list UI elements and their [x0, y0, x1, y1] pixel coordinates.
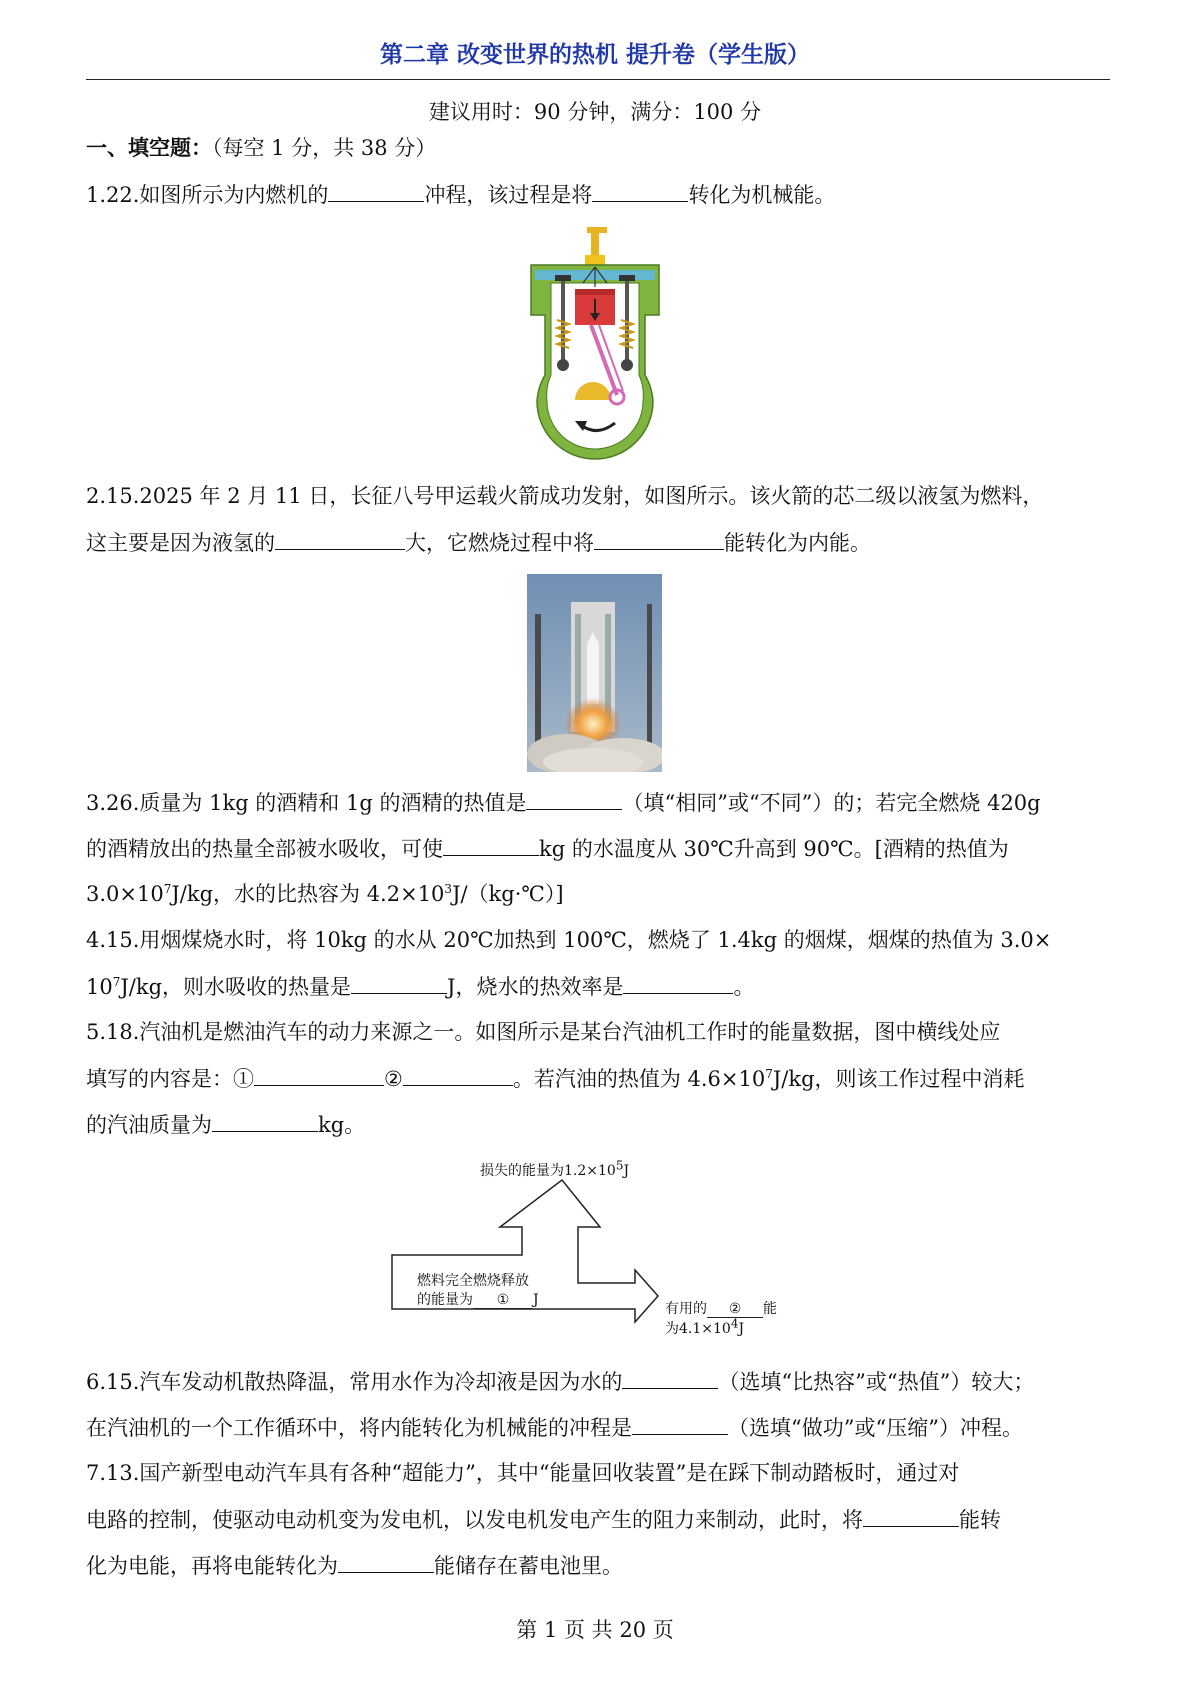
header-divider	[86, 79, 1110, 80]
page-title: 第二章 改变世界的热机 提升卷（学生版）	[379, 42, 810, 68]
question-7	[86, 1458, 1110, 1488]
q7-text-c: 化为电能，再将电能转化为	[86, 1554, 338, 1578]
question-3	[86, 787, 1110, 818]
q5-text-f: kg。	[318, 1113, 366, 1137]
q4-blank-2[interactable]	[623, 971, 733, 994]
lightning-tower	[647, 604, 652, 744]
q3-text-g: J/（kg·℃）]	[452, 882, 564, 906]
lightning-tower	[535, 614, 541, 744]
q2-blank-1[interactable]	[275, 527, 405, 550]
question-4-line-2	[86, 971, 1110, 1002]
useful-energy-label-1	[665, 1298, 777, 1318]
q2-line-1: 2.15.2025 年 2 月 11 日，长征八号甲运载火箭成功发射，如图所示。该火箭的芯二级以液氢为燃料，	[86, 484, 1044, 508]
q3-text-c: 的酒精放出的热量全部被水吸收，可使	[86, 837, 443, 861]
engine-illustration	[525, 225, 665, 465]
useful-unit: J	[738, 1321, 745, 1337]
q5-exponent: 7	[765, 1067, 773, 1081]
q3-blank-2[interactable]	[443, 833, 539, 856]
piston-ring	[575, 289, 615, 295]
question-2-line-2	[86, 527, 1110, 558]
q6-text-a: 6.15.汽车发动机散热降温，常用水作为冷却液是因为水的	[86, 1370, 623, 1394]
q4-exponent: 7	[112, 975, 121, 989]
q4-line-1: 4.15.用烟煤烧水时，将 10kg 的水从 20℃加热到 100℃，燃烧了 1.4kg 的烟煤，烟煤的热值为 3.0×	[86, 928, 1052, 952]
q4-blank-1[interactable]	[351, 971, 447, 994]
rocket-body	[587, 644, 599, 704]
spark-plug-nut	[585, 255, 605, 265]
q2-text-c: 能转化为内能。	[724, 531, 871, 555]
fuel-energy-label-2	[417, 1289, 539, 1309]
q1-text-c: 转化为机械能。	[688, 183, 836, 207]
question-3-line-3	[86, 879, 1110, 909]
q7-blank-2[interactable]	[338, 1550, 434, 1573]
question-2	[86, 481, 1110, 511]
page-number: 第 1 页 共 20 页	[516, 1618, 674, 1642]
question-7-line-3	[86, 1550, 1110, 1581]
q4-text-b: J/kg，则水吸收的热量是	[120, 975, 352, 999]
question-7-line-2	[86, 1504, 1110, 1535]
q2-text-b: 大，它燃烧过程中将	[405, 531, 594, 555]
intake-valve-head	[555, 275, 571, 281]
q5-blank-1[interactable]	[254, 1063, 384, 1086]
q3-exponent-1: 7	[163, 882, 172, 896]
exam-info: 建议用时：90 分钟，满分：100 分	[428, 100, 762, 124]
q6-text-b: （选填“比热容”或“热值”）较大；	[718, 1370, 1035, 1394]
question-5	[86, 1017, 1110, 1047]
useful-energy-label-2	[665, 1318, 744, 1338]
q7-blank-1[interactable]	[863, 1504, 959, 1527]
useful-value: 为4.1×10	[665, 1321, 731, 1337]
fuel-unit: J	[533, 1292, 539, 1308]
q5-blank-2[interactable]	[403, 1063, 513, 1086]
q3-text-f: J/kg，水的比热容为 4.2×10	[171, 882, 445, 906]
section-title: 一、填空题：	[86, 136, 212, 160]
spark-plug-top	[587, 227, 607, 233]
question-6-line-2	[86, 1412, 1110, 1443]
useful-blank-marker: ②	[707, 1301, 763, 1318]
section-heading	[86, 133, 1110, 163]
fuel-text: 的能量为	[417, 1292, 473, 1308]
q6-text-d: （选填“做功”或“压缩”）冲程。	[728, 1416, 1023, 1440]
q1-blank-2[interactable]	[592, 179, 688, 202]
loss-energy-label	[480, 1160, 629, 1180]
q5-blank-3[interactable]	[212, 1109, 318, 1132]
q4-text-c: J，烧水的热效率是	[447, 975, 624, 999]
loss-text: 损失的能量为1.2×10	[480, 1163, 616, 1179]
q3-text-a: 3.26.质量为 1kg 的酒精和 1g 的酒精的热值是	[86, 791, 527, 815]
q4-text-d: 。	[733, 975, 755, 999]
q7-line-1: 7.13.国产新型电动汽车具有各种“超能力”，其中“能量回收装置”是在踩下制动踏板时，通过对	[86, 1461, 960, 1485]
question-6	[86, 1366, 1110, 1397]
fuel-energy-label-1: 燃料完全燃烧释放	[417, 1273, 529, 1289]
q5-line-1: 5.18.汽油机是燃油汽车的动力来源之一。如图所示是某台汽油机工作时的能量数据，图中横线处应	[86, 1020, 1001, 1044]
question-5-line-2	[86, 1063, 1110, 1094]
useful-text-b: 能	[763, 1301, 777, 1317]
q5-text-e: 的汽油质量为	[86, 1113, 212, 1137]
q6-text-c: 在汽油机的一个工作循环中，将内能转化为机械能的冲程是	[86, 1416, 632, 1440]
q7-text-d: 能储存在蓄电池里。	[434, 1554, 623, 1578]
q4-text-a: 10	[86, 975, 113, 999]
q5-text-d: J/kg，则该工作过程中消耗	[772, 1067, 1025, 1091]
rocket-launch-photo	[527, 574, 662, 772]
question-3-line-2	[86, 833, 1110, 864]
question-4	[86, 925, 1110, 955]
loss-exponent: 5	[615, 1158, 624, 1173]
q1-blank-1[interactable]	[328, 179, 424, 202]
q3-text-d: kg 的水温度从 30℃升高到 90℃。[酒精的热值为	[539, 837, 1009, 861]
q1-text-a: 1.22.如图所示为内燃机的	[86, 183, 329, 207]
q7-text-a: 电路的控制，使驱动电动机变为发电机，以发电机发电产生的阻力来制动，此时，将	[86, 1508, 863, 1532]
q5-text-c: 。若汽油的热值为 4.6×10	[512, 1067, 766, 1091]
question-5-line-3	[86, 1109, 1110, 1140]
q6-blank-2[interactable]	[632, 1412, 728, 1435]
q3-text-e: 3.0×10	[86, 882, 164, 906]
loss-unit: J	[623, 1163, 630, 1179]
energy-flow-diagram	[380, 1155, 820, 1340]
q2-text-a: 这主要是因为液氢的	[86, 531, 275, 555]
exhaust-valve-head	[619, 275, 635, 281]
section-note: （每空 1 分，共 38 分）	[212, 136, 437, 160]
q7-text-b: 能转	[959, 1508, 1001, 1532]
q6-blank-1[interactable]	[622, 1366, 718, 1389]
intake-cam	[557, 359, 569, 371]
fuel-blank-marker: ①	[473, 1292, 533, 1309]
q3-text-b: （填“相同”或“不同”）的；若完全燃烧 420g	[622, 791, 1041, 815]
useful-text: 有用的	[665, 1301, 707, 1317]
q2-blank-2[interactable]	[594, 527, 724, 550]
q5-text-b: ②	[384, 1067, 403, 1091]
useful-exponent: 4	[730, 1316, 739, 1331]
q3-blank-1[interactable]	[526, 787, 622, 810]
q5-text-a: 填写的内容是：①	[86, 1067, 254, 1091]
exhaust-cam	[621, 359, 633, 371]
q1-text-b: 冲程，该过程是将	[424, 183, 593, 207]
question-1	[86, 179, 1110, 210]
q3-exponent-2: 3	[444, 882, 453, 896]
